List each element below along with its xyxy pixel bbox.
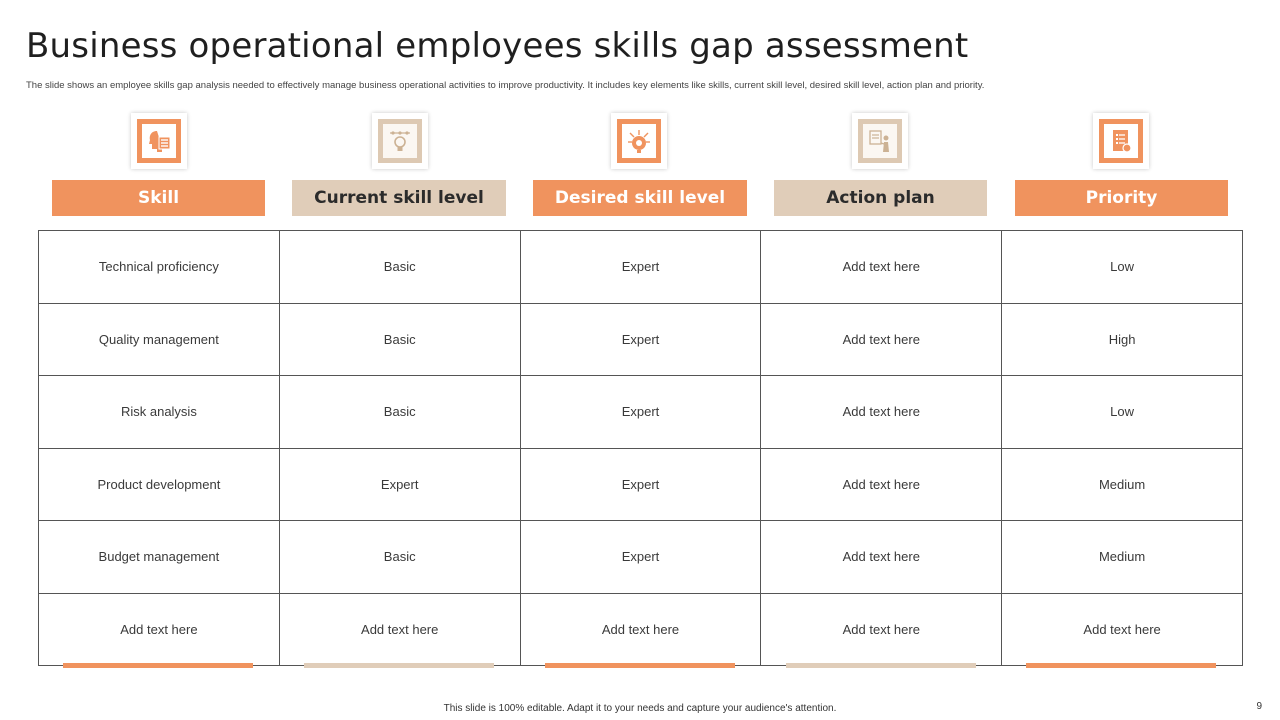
table-cell: Expert: [521, 521, 762, 594]
current-level-icon-frame: [372, 113, 428, 169]
table-cell: Expert: [521, 449, 762, 522]
table-cell: Add text here: [761, 231, 1002, 304]
table-cell: Basic: [280, 231, 521, 304]
table-cell: Technical proficiency: [39, 231, 280, 304]
table-cell: Budget management: [39, 521, 280, 594]
table-cell: Add text here: [1002, 594, 1243, 667]
table-cell: Product development: [39, 449, 280, 522]
head-checklist-icon: [142, 124, 176, 158]
slide-title: Business operational employees skills gap assessment: [26, 26, 969, 66]
table-cell: Add text here: [761, 304, 1002, 377]
column-accent-bar: [63, 663, 253, 668]
table-cell: Medium: [1002, 521, 1243, 594]
page-number: 9: [1256, 701, 1262, 712]
header-current-skill-level: Current skill level: [292, 180, 506, 216]
table-cell: Expert: [521, 231, 762, 304]
table-cell: Expert: [280, 449, 521, 522]
slide-subtitle: The slide shows an employee skills gap analysis needed to effectively manage business operational activities to improve productivity. It includes key elements like skills, current skill level, desired skill level, action plan and priority.: [26, 80, 985, 91]
lightbulb-icon: [383, 124, 417, 158]
brain-gear-icon: [622, 124, 656, 158]
table-cell: Add text here: [761, 449, 1002, 522]
table-cell: Low: [1002, 231, 1243, 304]
header-action-plan: Action plan: [774, 180, 987, 216]
table-cell: Medium: [1002, 449, 1243, 522]
table-cell: Add text here: [521, 594, 762, 667]
table-cell: Add text here: [39, 594, 280, 667]
presentation-icon: [863, 124, 897, 158]
table-cell: Expert: [521, 304, 762, 377]
table-cell: Expert: [521, 376, 762, 449]
skills-table: [38, 230, 1243, 666]
skill-icon-frame: [131, 113, 187, 169]
action-plan-icon-frame: [852, 113, 908, 169]
desired-level-icon-frame: [611, 113, 667, 169]
table-cell: Risk analysis: [39, 376, 280, 449]
footer-note: This slide is 100% editable. Adapt it to your needs and capture your audience's attention.: [443, 703, 837, 714]
column-accent-bar: [545, 663, 735, 668]
table-cell: Basic: [280, 376, 521, 449]
table-cell: Add text here: [280, 594, 521, 667]
column-accent-bar: [786, 663, 976, 668]
table-cell: Quality management: [39, 304, 280, 377]
header-skill: Skill: [52, 180, 265, 216]
header-priority: Priority: [1015, 180, 1228, 216]
column-accent-bar: [1026, 663, 1216, 668]
table-cell: Add text here: [761, 521, 1002, 594]
table-cell: Add text here: [761, 376, 1002, 449]
table-cell: Low: [1002, 376, 1243, 449]
priority-icon-frame: [1093, 113, 1149, 169]
header-desired-skill-level: Desired skill level: [533, 180, 747, 216]
table-cell: Basic: [280, 304, 521, 377]
table-cell: Basic: [280, 521, 521, 594]
column-accent-bar: [304, 663, 494, 668]
document-list-icon: [1104, 124, 1138, 158]
table-cell: Add text here: [761, 594, 1002, 667]
table-cell: High: [1002, 304, 1243, 377]
